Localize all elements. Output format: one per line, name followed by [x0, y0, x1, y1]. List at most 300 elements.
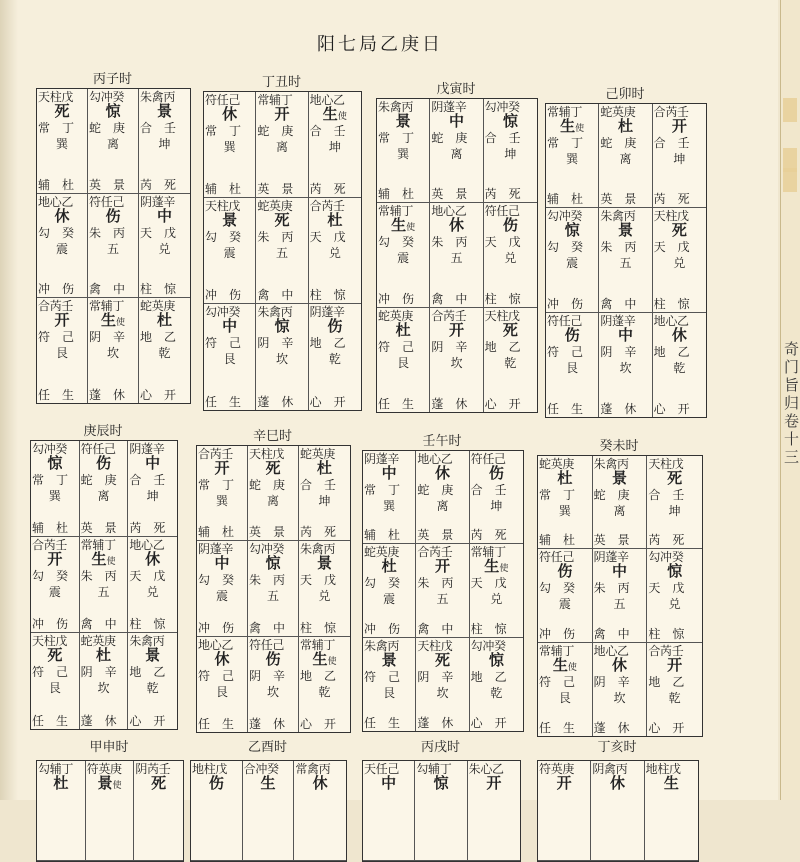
- cell-base-star-door: 芮 死: [484, 187, 521, 202]
- palace-cell: [416, 451, 469, 544]
- palace-cell: [31, 441, 80, 537]
- cell-base-star-door: 蓬 休: [249, 717, 286, 731]
- palace-cell: [470, 451, 523, 544]
- cell-base-star-door: 冲 伤: [547, 296, 584, 311]
- cell-base-god-stem: 常 丁: [364, 483, 401, 497]
- cell-god-star-stem: 勾冲癸: [484, 100, 520, 114]
- palace-cell: [309, 92, 361, 198]
- cell-door: [538, 470, 592, 490]
- nine-palace-grid: [203, 91, 362, 411]
- cell-door: [416, 652, 468, 672]
- cell-base-star-door: 英 景: [257, 182, 294, 196]
- cell-god-star-stem: 符任己: [205, 93, 241, 107]
- door-char: 惊: [265, 554, 281, 573]
- palace-cell: [599, 208, 652, 312]
- door-char: 休: [222, 105, 238, 123]
- palace-cell: [256, 198, 308, 304]
- cell-base-god-stem: 符 己: [547, 344, 584, 359]
- cell-door: [88, 312, 138, 332]
- cell-base-star-door: 柱 惊: [648, 626, 685, 641]
- cell-base-star-door: 禽 中: [417, 621, 454, 636]
- door-char: 生: [260, 774, 276, 792]
- door-char: 中: [448, 112, 464, 130]
- cell-god-star-stem: 地心乙: [309, 93, 345, 107]
- cell-god-star-stem: 合芮壬: [309, 199, 345, 213]
- cell-base-star-door: 芮 死: [300, 525, 337, 540]
- cell-base-god-stem: 地 乙: [648, 674, 685, 689]
- cell-base-god-stem: 勾 癸: [364, 576, 401, 591]
- door-char: 死: [434, 650, 450, 669]
- cell-base-god-stem: 朱 丙: [257, 230, 294, 244]
- cell-trigram: 乾: [504, 355, 517, 370]
- cell-god-star-stem: 阴蓬辛: [309, 305, 345, 319]
- cell-door: [37, 312, 87, 332]
- cell-god-star-stem: 合芮壬: [648, 643, 684, 658]
- ju-table-partial: [537, 736, 697, 800]
- cell-door: [197, 460, 247, 480]
- cell-trigram: 坎: [613, 690, 626, 705]
- door-char: 死: [667, 469, 683, 487]
- cell-base-star-door: 禽 中: [249, 620, 286, 635]
- cell-door: [88, 103, 138, 123]
- cell-door: [197, 555, 247, 575]
- cell-door: [377, 322, 429, 342]
- cell-door: [37, 775, 85, 795]
- cell-trigram: 乾: [668, 690, 681, 705]
- palace-cell: [204, 198, 256, 304]
- shi-marker: 使: [567, 662, 577, 673]
- door-char: 休: [145, 550, 161, 568]
- door-char: 中: [611, 562, 627, 581]
- cell-base-star-door: 禽 中: [89, 282, 126, 297]
- ju-time-label: 戊寅时: [436, 82, 476, 97]
- cell-god-star-stem: 勾冲癸: [32, 442, 68, 456]
- cell-base-god-stem: 阴 辛: [593, 674, 630, 689]
- cell-trigram: 兑: [490, 592, 503, 607]
- cell-door: [243, 775, 294, 795]
- cell-door: [538, 563, 592, 583]
- cell-god-star-stem: 天柱戊: [653, 209, 689, 224]
- ju-table: [203, 71, 360, 409]
- cell-god-star-stem: 勾冲癸: [205, 305, 241, 319]
- door-char: 休: [312, 774, 328, 792]
- ju-table-partial: [190, 736, 345, 800]
- palace-cell: [204, 304, 256, 410]
- cell-god-star-stem: 符任己: [80, 442, 116, 456]
- door-char: 杜: [617, 117, 633, 135]
- door-char: 生: [484, 557, 500, 576]
- door-char: 景: [222, 211, 238, 229]
- palace-cell: [593, 643, 648, 736]
- cell-base-god-stem: 朱 丙: [89, 225, 126, 240]
- shi-marker: 使: [327, 656, 337, 667]
- door-char: 景: [97, 774, 113, 792]
- cell-trigram: 五: [266, 589, 279, 604]
- cell-base-god-stem: 常 丁: [378, 131, 415, 145]
- cell-god-star-stem: 符英庚: [86, 762, 122, 776]
- door-char: 伤: [105, 206, 121, 225]
- page-gutter-shadow: [0, 0, 18, 800]
- cell-god-star-stem: 蛇英庚: [539, 457, 575, 471]
- door-char: 死: [265, 459, 281, 477]
- cell-trigram: 艮: [383, 685, 396, 700]
- cell-base-star-door: 任 生: [38, 387, 75, 402]
- cell-base-god-stem: 勾 癸: [205, 230, 242, 244]
- cell-god-star-stem: 地心乙: [129, 538, 165, 552]
- cell-base-star-door: 英 景: [600, 192, 637, 207]
- cell-door: [538, 657, 592, 677]
- palace-cell: [309, 198, 361, 304]
- cell-base-god-stem: 朱 丙: [80, 569, 117, 583]
- cell-base-god-stem: 地 乙: [653, 344, 690, 359]
- cell-door: [309, 106, 361, 126]
- cell-trigram: 兑: [504, 251, 517, 266]
- palace-cell: [653, 313, 706, 417]
- cell-base-god-stem: 合 壬: [648, 488, 685, 502]
- palace-cell: [128, 441, 177, 537]
- cell-base-god-stem: 朱 丙: [593, 581, 630, 596]
- cell-base-god-stem: 地 乙: [129, 665, 166, 679]
- cell-god-star-stem: 天柱戊: [32, 634, 68, 648]
- cell-door: [599, 118, 651, 138]
- palace-cell: [363, 451, 416, 544]
- palace-cell: [538, 456, 593, 549]
- cell-base-star-door: 蓬 休: [593, 721, 630, 735]
- cell-trigram: 兑: [146, 585, 159, 599]
- nine-palace-grid: [545, 103, 707, 418]
- cell-god-star-stem: 符任己: [470, 452, 506, 466]
- palace-cell: [591, 761, 644, 861]
- cell-door: [204, 106, 255, 126]
- cell-trigram: 兑: [668, 597, 681, 612]
- ju-time-label: 壬午时: [422, 434, 462, 449]
- cell-trigram: 五: [436, 592, 449, 607]
- cell-god-star-stem: 符英庚: [539, 762, 575, 776]
- cell-base-star-door: 芮 死: [309, 182, 346, 196]
- cell-base-god-stem: 符 己: [378, 339, 415, 354]
- cell-door: [88, 208, 138, 228]
- cell-god-star-stem: 天柱戊: [38, 90, 74, 104]
- cell-god-star-stem: 常辅丁: [470, 545, 506, 560]
- cell-god-star-stem: 符任己: [249, 637, 285, 652]
- cell-trigram: 坤: [318, 494, 331, 508]
- cell-base-god-stem: 符 己: [539, 674, 576, 689]
- door-char: 中: [381, 464, 397, 482]
- door-char: 伤: [564, 325, 580, 344]
- cell-door: [653, 327, 706, 347]
- cell-base-star-door: 辅 杜: [32, 521, 69, 535]
- cell-base-star-door: 任 生: [198, 717, 235, 731]
- cell-base-star-door: 芮 死: [653, 192, 690, 207]
- cell-base-god-stem: 天 戊: [309, 230, 346, 244]
- cell-god-star-stem: 天任己: [364, 762, 400, 776]
- cell-god-star-stem: 阴蓬辛: [593, 550, 629, 565]
- cell-base-star-door: 辅 杜: [205, 182, 242, 196]
- cell-door: [191, 775, 242, 795]
- cell-trigram: 乾: [146, 681, 159, 695]
- cell-door: [80, 551, 128, 571]
- cell-trigram: 坎: [97, 681, 110, 695]
- cell-god-star-stem: 地心乙: [431, 204, 467, 219]
- cell-god-star-stem: 地心乙: [417, 452, 453, 466]
- cell-trigram: 乾: [490, 685, 503, 700]
- cell-base-god-stem: 合 壬: [470, 483, 507, 497]
- palace-cell: [484, 99, 537, 203]
- cell-base-star-door: 蓬 休: [257, 395, 294, 409]
- cell-base-star-door: 心 开: [300, 717, 337, 731]
- cell-base-god-stem: 勾 癸: [378, 235, 415, 250]
- cell-trigram: 离: [97, 489, 110, 503]
- palace-cell: [80, 441, 129, 537]
- cell-base-god-stem: 地 乙: [309, 336, 346, 350]
- cell-god-star-stem: 合芮壬: [653, 105, 689, 119]
- cell-trigram: 巽: [566, 152, 579, 166]
- cell-trigram: 巽: [223, 140, 236, 154]
- cell-door: [546, 327, 598, 347]
- cell-base-star-door: 辅 杜: [38, 177, 75, 192]
- cell-base-star-door: 冲 伤: [364, 621, 401, 636]
- cell-trigram: 乾: [328, 352, 341, 366]
- cell-base-god-stem: 勾 癸: [539, 581, 576, 596]
- palace-cell: [88, 298, 139, 403]
- door-char: 开: [671, 117, 687, 135]
- cell-base-god-stem: 阴 辛: [431, 339, 468, 354]
- palace-cell: [653, 208, 706, 312]
- cell-door: [128, 647, 177, 667]
- cell-god-star-stem: 地柱戊: [645, 762, 681, 776]
- cell-trigram: 震: [48, 585, 61, 599]
- cell-trigram: 艮: [48, 681, 61, 695]
- door-char: 开: [486, 774, 502, 792]
- cell-door: [416, 465, 468, 485]
- cell-trigram: 坤: [146, 489, 159, 503]
- door-char: 伤: [502, 216, 518, 235]
- palace-cell: [197, 541, 248, 636]
- palace-cell: [546, 104, 599, 208]
- cell-trigram: 巽: [55, 137, 68, 151]
- cell-door: [31, 455, 79, 475]
- cell-door: [653, 118, 706, 138]
- door-char: 惊: [667, 562, 683, 581]
- ju-time-label: 乙酉时: [247, 740, 287, 755]
- cell-trigram: 离: [619, 152, 632, 166]
- cell-base-star-door: 英 景: [249, 525, 286, 540]
- cell-god-star-stem: 常辅丁: [547, 105, 583, 119]
- palace-cell: [415, 761, 467, 861]
- nine-palace-grid: [362, 760, 521, 862]
- cell-base-star-door: 柱 惊: [140, 282, 177, 297]
- nine-palace-grid: [190, 760, 347, 862]
- palace-cell: [363, 544, 416, 637]
- cell-trigram: 坎: [266, 684, 279, 699]
- cell-god-star-stem: 常辅丁: [300, 637, 336, 652]
- cell-base-god-stem: 阴 辛: [600, 344, 637, 359]
- cell-base-star-door: 辅 杜: [539, 533, 576, 548]
- cell-base-star-door: 柱 惊: [300, 620, 337, 635]
- cell-trigram: 巽: [383, 499, 396, 513]
- palace-cell: [31, 633, 80, 729]
- door-char: 死: [54, 102, 70, 120]
- cell-base-star-door: 心 开: [648, 721, 685, 735]
- door-char: 生: [312, 649, 328, 668]
- ju-table-partial: [36, 736, 182, 800]
- palace-cell: [37, 298, 88, 403]
- palace-cell: [299, 446, 350, 541]
- cell-door: [647, 657, 702, 677]
- cell-door: [593, 470, 647, 490]
- cell-base-god-stem: 地 乙: [140, 330, 177, 345]
- cell-base-god-stem: 勾 癸: [32, 569, 69, 583]
- cell-base-god-stem: 勾 癸: [198, 573, 235, 588]
- cell-base-god-stem: 符 己: [32, 665, 69, 679]
- cell-base-star-door: 芮 死: [129, 521, 166, 535]
- nine-palace-grid: [537, 455, 703, 737]
- cell-base-god-stem: 蛇 庚: [257, 124, 294, 138]
- nine-palace-grid: [196, 445, 351, 733]
- cell-base-star-door: 心 开: [653, 402, 690, 416]
- cell-base-star-door: 冲 伤: [205, 288, 242, 302]
- cell-door: [128, 551, 177, 571]
- ju-time-label: 丁亥时: [597, 740, 637, 755]
- cell-trigram: 五: [450, 251, 463, 266]
- palace-cell: [430, 308, 483, 412]
- palace-cell: [31, 537, 80, 633]
- cell-door: [470, 652, 523, 672]
- cell-trigram: 坤: [490, 499, 503, 513]
- cell-base-god-stem: 阴 辛: [257, 336, 294, 350]
- cell-base-star-door: 柱 惊: [309, 288, 346, 302]
- cell-door: [139, 103, 190, 123]
- palace-cell: [80, 633, 129, 729]
- cell-god-star-stem: 天柱戊: [249, 447, 285, 461]
- cell-trigram: 巽: [397, 147, 410, 161]
- cell-god-star-stem: 朱禽丙: [364, 638, 400, 653]
- cell-base-star-door: 任 生: [539, 721, 576, 735]
- door-char: 中: [617, 325, 633, 344]
- ju-table: [36, 68, 189, 402]
- door-char: 死: [151, 774, 167, 792]
- palace-cell: [256, 304, 308, 410]
- nine-palace-grid: [30, 440, 178, 730]
- door-char: 生: [663, 774, 679, 792]
- cell-god-star-stem: 勾冲癸: [648, 550, 684, 565]
- cell-trigram: 震: [215, 589, 228, 604]
- ju-time-label: 甲申时: [89, 740, 129, 755]
- cell-trigram: 五: [97, 585, 110, 599]
- door-char: 杜: [95, 646, 111, 664]
- palace-cell: [593, 549, 648, 642]
- cell-door: [309, 212, 361, 232]
- cell-base-star-door: 任 生: [364, 716, 401, 730]
- palace-cell: [599, 104, 652, 208]
- door-char: 景: [145, 646, 161, 664]
- palace-cell: [538, 761, 591, 861]
- palace-cell: [294, 761, 346, 861]
- door-char: 开: [667, 655, 683, 674]
- palace-cell: [139, 194, 190, 299]
- palace-cell: [416, 638, 469, 731]
- door-char: 惊: [488, 650, 504, 669]
- cell-god-star-stem: 蛇英庚: [257, 199, 293, 213]
- cell-door: [31, 647, 79, 667]
- cell-trigram: 坤: [668, 504, 681, 518]
- cell-door: [128, 455, 177, 475]
- door-char: 惊: [502, 112, 518, 130]
- cell-trigram: 坤: [158, 137, 171, 151]
- cell-base-god-stem: 合 壬: [140, 121, 177, 135]
- cell-door: [256, 212, 307, 232]
- door-char: 生: [391, 216, 407, 235]
- shi-marker: 使: [575, 124, 585, 134]
- cell-base-star-door: 冲 伤: [32, 617, 69, 631]
- cell-trigram: 离: [613, 504, 626, 518]
- cell-base-star-door: 禽 中: [600, 296, 637, 311]
- cell-base-god-stem: 地 乙: [484, 339, 521, 354]
- cell-trigram: 坎: [450, 355, 463, 370]
- cell-trigram: 巽: [215, 494, 228, 508]
- page-title: 阳七局乙庚日: [317, 34, 443, 55]
- cell-door: [593, 657, 647, 677]
- cell-door: [256, 106, 307, 126]
- cell-base-god-stem: 天 戊: [300, 573, 337, 588]
- cell-door: [80, 647, 128, 667]
- cell-door: [415, 775, 466, 795]
- shi-marker: 使: [116, 318, 126, 329]
- nine-palace-grid: [537, 760, 699, 862]
- door-char: 伤: [208, 774, 224, 792]
- ju-table: [537, 435, 701, 735]
- cell-trigram: 离: [266, 494, 279, 508]
- palace-cell: [470, 544, 523, 637]
- door-char: 惊: [433, 774, 449, 792]
- cell-base-god-stem: 蛇 庚: [417, 483, 454, 497]
- tab-marker: [783, 98, 797, 122]
- cell-base-god-stem: 符 己: [198, 668, 235, 683]
- cell-base-god-stem: 天 戊: [653, 240, 690, 255]
- cell-base-god-stem: 阴 辛: [89, 330, 126, 345]
- cell-base-star-door: 任 生: [378, 397, 415, 411]
- cell-trigram: 离: [436, 499, 449, 513]
- cell-door: [538, 775, 590, 795]
- door-char: 休: [448, 216, 464, 235]
- cell-door: [647, 470, 702, 490]
- cell-base-star-door: 心 开: [470, 716, 507, 730]
- palace-cell: [430, 99, 483, 203]
- door-char: 伤: [95, 454, 111, 472]
- cell-base-star-door: 辅 杜: [198, 525, 235, 540]
- cell-base-god-stem: 蛇 庚: [249, 478, 286, 492]
- door-char: 杜: [327, 211, 343, 229]
- door-char: 景: [156, 102, 172, 120]
- cell-trigram: 震: [558, 597, 571, 612]
- door-char: 休: [671, 325, 687, 344]
- door-char: 杜: [316, 459, 332, 477]
- door-char: 死: [671, 221, 687, 240]
- cell-door: [430, 113, 482, 133]
- cell-base-star-door: 蓬 休: [80, 714, 117, 728]
- cell-base-god-stem: 常 丁: [547, 136, 584, 150]
- cell-door: [599, 327, 651, 347]
- cell-door: [294, 775, 346, 795]
- cell-trigram: 巽: [48, 489, 61, 503]
- door-char: 景: [381, 650, 397, 669]
- cell-base-god-stem: 蛇 庚: [593, 488, 630, 502]
- shi-marker: 使: [499, 564, 509, 575]
- cell-door: [248, 651, 298, 671]
- palace-cell: [363, 761, 415, 861]
- cell-door: [546, 118, 598, 138]
- palace-cell: [593, 456, 648, 549]
